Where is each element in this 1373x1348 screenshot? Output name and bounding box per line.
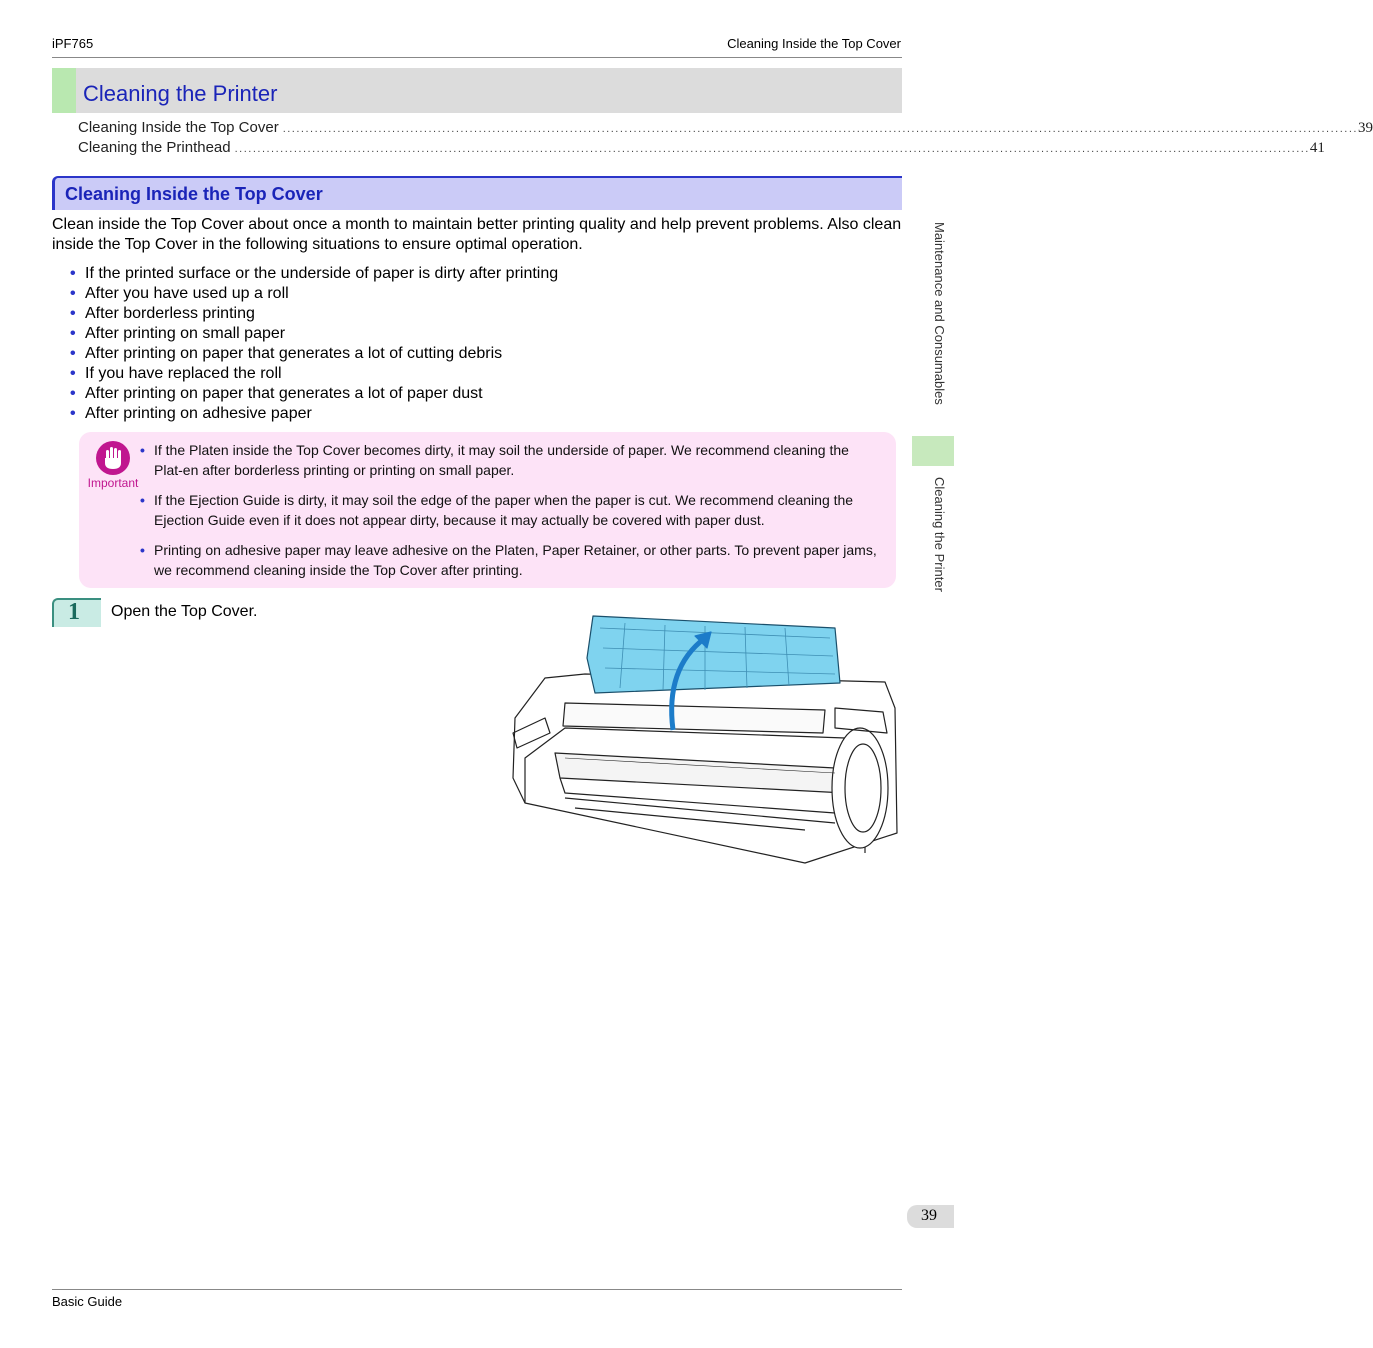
- list-item: • Printing on adhesive paper may leave adhesive on the Platen, Paper Retainer, or other parts. To prevent paper jams, we recommend cleaning inside the Top Cover after printing.: [140, 540, 880, 580]
- chapter-title-box: [52, 68, 902, 113]
- toc-entry-title[interactable]: Cleaning Inside the Top Cover: [78, 119, 279, 136]
- list-item: • After printing on small paper: [70, 324, 558, 344]
- list-item: • If the Platen inside the Top Cover becomes dirty, it may soil the underside of paper. We recommend cleaning the Plat-en after borderless printing or printing on small paper.: [140, 440, 880, 480]
- hand-stop-icon: [96, 441, 130, 475]
- printer-open-top-cover-illustration: [505, 608, 900, 868]
- list-item: • If you have replaced the roll: [70, 364, 558, 384]
- chapter-title: Cleaning the Printer: [83, 81, 278, 106]
- toc-entry[interactable]: [78, 119, 1373, 139]
- footer-guide-name: Basic Guide: [52, 1294, 123, 1309]
- toc-entry-title[interactable]: Cleaning the Printhead: [78, 139, 231, 156]
- section-heading: Cleaning Inside the Top Cover: [65, 184, 323, 204]
- list-item: • After printing on adhesive paper: [70, 404, 558, 424]
- header-divider: [52, 57, 902, 58]
- list-item: • If the printed surface or the underside of paper is dirty after printing: [70, 264, 558, 284]
- toc-entry[interactable]: [78, 139, 1325, 159]
- page-number: 39: [921, 1207, 937, 1224]
- list-item: • After printing on paper that generates a lot of paper dust: [70, 384, 558, 404]
- header-product: iPF765: [52, 36, 94, 51]
- chapter-title-accent: [52, 68, 76, 113]
- section-heading-box: [52, 176, 902, 210]
- side-tab-chapter[interactable]: Maintenance and Consumables: [932, 222, 947, 405]
- side-tab-section[interactable]: Cleaning the Printer: [932, 477, 947, 592]
- list-item: • If the Ejection Guide is dirty, it may soil the edge of the paper when the paper is cut. We recommend cleaning the Ejection Guide even if it does not appear dirty, because it may actually be covered with paper dust.: [140, 490, 880, 530]
- page-number-tab: [907, 1205, 954, 1228]
- toc-leader-dots: ............................................................................................................................................................................................................................................: [282, 123, 1358, 135]
- table-of-contents: [78, 119, 1373, 159]
- important-label: Important: [87, 476, 139, 490]
- list-item: • After you have used up a roll: [70, 284, 558, 304]
- section-intro: Clean inside the Top Cover about once a month to maintain better printing quality and help prevent problems. Also clean inside the Top Cover in the following situations to ensure optimal operation.: [52, 216, 902, 253]
- step-number: 1: [68, 599, 80, 625]
- list-item: • After borderless printing: [70, 304, 558, 324]
- important-note-list: [140, 440, 880, 590]
- side-tab-marker: [912, 436, 954, 466]
- toc-entry-page[interactable]: 39: [1357, 120, 1373, 136]
- list-item: • After printing on paper that generates a lot of cutting debris: [70, 344, 558, 364]
- footer-divider: [52, 1289, 902, 1290]
- toc-entry-page[interactable]: 41: [1309, 140, 1325, 156]
- step-number-badge: [52, 598, 101, 627]
- step-instruction: Open the Top Cover.: [111, 603, 258, 620]
- situation-list: [70, 264, 558, 424]
- header-section: Cleaning Inside the Top Cover: [727, 36, 901, 51]
- toc-leader-dots: ............................................................................................................................................................................................................................................: [234, 143, 1310, 155]
